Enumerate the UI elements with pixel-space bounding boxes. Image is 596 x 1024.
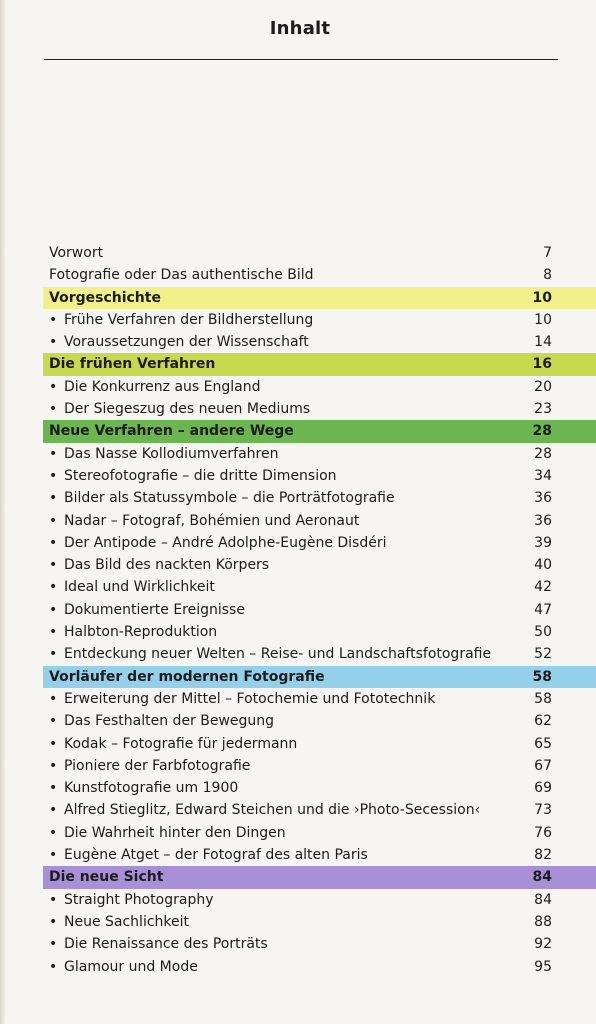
bullet-icon: • xyxy=(49,913,58,930)
toc-entry-title: Ideal und Wirklichkeit xyxy=(64,579,215,596)
toc-entry-title: Glamour und Mode xyxy=(64,958,198,975)
toc-entry-title: Die Konkurrenz aus England xyxy=(64,378,261,395)
toc-item xyxy=(43,777,596,799)
toc-entry-title: Fotografie oder Das authentische Bild xyxy=(49,267,314,284)
bullet-icon: • xyxy=(49,936,58,953)
toc-entry-title: Voraussetzungen der Wissenschaft xyxy=(64,334,309,351)
toc-item xyxy=(43,599,596,621)
toc-entry-title: Entdeckung neuer Welten – Reise- und Landschaftsfotografie xyxy=(64,646,492,663)
toc-page-number: 50 xyxy=(534,624,552,641)
toc-entry-title: Die Renaissance des Porträts xyxy=(64,936,268,953)
toc-page-number: 34 xyxy=(534,467,552,484)
toc-section-heading xyxy=(43,666,596,688)
toc-page-number: 10 xyxy=(534,311,552,328)
bullet-icon: • xyxy=(49,646,58,663)
toc-item xyxy=(43,309,596,331)
toc-entry-title: Straight Photography xyxy=(64,891,214,908)
bullet-icon: • xyxy=(49,824,58,841)
bullet-icon: • xyxy=(49,467,58,484)
toc-item xyxy=(43,822,596,844)
bullet-icon: • xyxy=(49,847,58,864)
toc-page-number: 67 xyxy=(534,757,552,774)
toc-entry-title: Halbton-Reproduktion xyxy=(64,624,218,641)
bullet-icon: • xyxy=(49,802,58,819)
toc-section-heading xyxy=(43,287,596,309)
toc-item xyxy=(43,911,596,933)
bullet-icon: • xyxy=(49,624,58,641)
toc-page-number: 92 xyxy=(534,936,552,953)
toc-section-heading xyxy=(43,353,596,375)
toc-page-number: 52 xyxy=(534,646,552,663)
toc-page-number: 40 xyxy=(534,557,552,574)
toc-page-number: 16 xyxy=(532,356,552,373)
toc-entry-title: Nadar – Fotograf, Bohémien und Aeronaut xyxy=(64,512,360,529)
toc-item xyxy=(43,487,596,509)
toc-entry-title: Das Nasse Kollodiumverfahren xyxy=(64,445,279,462)
toc-entry-title: Die frühen Verfahren xyxy=(49,356,216,373)
toc-entry-title: Der Siegeszug des neuen Mediums xyxy=(64,401,311,418)
toc-section-heading xyxy=(43,866,596,888)
toc-item xyxy=(43,443,596,465)
toc-page-number: 42 xyxy=(534,579,552,596)
title-rule xyxy=(44,59,558,60)
toc-page-number: 84 xyxy=(534,891,552,908)
toc-item xyxy=(43,844,596,866)
toc-entry-title: Neue Verfahren – andere Wege xyxy=(49,423,294,440)
bullet-icon: • xyxy=(49,311,58,328)
toc-entry-title: Neue Sachlichkeit xyxy=(64,913,190,930)
toc-item xyxy=(43,510,596,532)
toc-item xyxy=(43,956,596,978)
page-title: Inhalt xyxy=(269,18,331,39)
toc-page-number: 47 xyxy=(534,601,552,618)
toc-page-number: 23 xyxy=(534,401,552,418)
toc-page-number: 20 xyxy=(534,378,552,395)
toc-page-number: 14 xyxy=(534,334,552,351)
toc-item xyxy=(43,398,596,420)
bullet-icon: • xyxy=(49,579,58,596)
toc-page-number: 88 xyxy=(534,913,552,930)
toc-entry-title: Vorwort xyxy=(49,245,104,261)
bullet-icon: • xyxy=(49,891,58,908)
toc-entry-title: Vorgeschichte xyxy=(49,289,161,306)
toc-item xyxy=(43,733,596,755)
toc-page-number: 8 xyxy=(543,267,552,284)
bullet-icon: • xyxy=(49,780,58,797)
toc-entry-title: Die Wahrheit hinter den Dingen xyxy=(64,824,286,841)
toc-page-number: 84 xyxy=(532,869,552,886)
toc-page-number: 62 xyxy=(534,713,552,730)
toc-page-number: 39 xyxy=(534,534,552,551)
table-of-contents xyxy=(43,242,596,978)
toc-entry-title: Der Antipode – André Adolphe-Eugène Disdéri xyxy=(64,534,387,551)
toc-entry xyxy=(43,264,596,286)
page-edge xyxy=(0,0,6,1024)
toc-entry-title: Alfred Stieglitz, Edward Steichen und die ›Photo-Secession‹ xyxy=(64,802,481,819)
toc-page-number: 69 xyxy=(534,780,552,797)
toc-item xyxy=(43,799,596,821)
toc-item xyxy=(43,755,596,777)
bullet-icon: • xyxy=(49,713,58,730)
toc-page-number: 95 xyxy=(534,958,552,975)
toc-item xyxy=(43,710,596,732)
bullet-icon: • xyxy=(49,334,58,351)
toc-entry-title: Frühe Verfahren der Bildherstellung xyxy=(64,311,314,328)
toc-page-number: 58 xyxy=(534,690,552,707)
toc-page-number: 76 xyxy=(534,824,552,841)
toc-page-number: 10 xyxy=(532,289,552,306)
bullet-icon: • xyxy=(49,601,58,618)
bullet-icon: • xyxy=(49,378,58,395)
bullet-icon: • xyxy=(49,490,58,507)
toc-entry-title: Das Festhalten der Bewegung xyxy=(64,713,275,730)
toc-entry-title: Eugène Atget – der Fotograf des alten Paris xyxy=(64,847,368,864)
toc-entry-title: Bilder als Statussymbole – die Porträtfotografie xyxy=(64,490,395,507)
bullet-icon: • xyxy=(49,401,58,418)
toc-item xyxy=(43,465,596,487)
bullet-icon: • xyxy=(49,512,58,529)
toc-page-number: 36 xyxy=(534,512,552,529)
toc-entry-title: Erweiterung der Mittel – Fotochemie und Fototechnik xyxy=(64,690,436,707)
bullet-icon: • xyxy=(49,757,58,774)
bullet-icon: • xyxy=(49,534,58,551)
toc-page-number: 65 xyxy=(534,735,552,752)
toc-entry-title: Kodak – Fotografie für jedermann xyxy=(64,735,298,752)
toc-page-number: 36 xyxy=(534,490,552,507)
toc-item xyxy=(43,621,596,643)
toc-page-number: 28 xyxy=(532,423,552,440)
toc-entry-title: Kunstfotografie um 1900 xyxy=(64,780,239,797)
toc-item xyxy=(43,376,596,398)
toc-page-number: 28 xyxy=(534,445,552,462)
toc-page-number: 73 xyxy=(534,802,552,819)
toc-entry-title: Pioniere der Farbfotografie xyxy=(64,757,251,774)
toc-item xyxy=(43,643,596,665)
bullet-icon: • xyxy=(49,445,58,462)
toc-item xyxy=(43,576,596,598)
toc-entry-title: Vorläufer der modernen Fotografie xyxy=(49,668,325,685)
toc-item xyxy=(43,889,596,911)
toc-section-heading xyxy=(43,420,596,442)
toc-item xyxy=(43,933,596,955)
toc-entry-title: Das Bild des nackten Körpers xyxy=(64,557,270,574)
toc-entry-title: Dokumentierte Ereignisse xyxy=(64,601,245,618)
bullet-icon: • xyxy=(49,958,58,975)
toc-item xyxy=(43,688,596,710)
toc-entry xyxy=(43,242,596,264)
bullet-icon: • xyxy=(49,735,58,752)
toc-entry-title: Stereofotografie – die dritte Dimension xyxy=(64,467,337,484)
toc-item xyxy=(43,554,596,576)
toc-item xyxy=(43,331,596,353)
toc-page-number: 58 xyxy=(532,668,552,685)
toc-page-number: 82 xyxy=(534,847,552,864)
bullet-icon: • xyxy=(49,557,58,574)
toc-page-number: 7 xyxy=(543,245,552,261)
toc-entry-title: Die neue Sicht xyxy=(49,869,164,886)
toc-item xyxy=(43,532,596,554)
bullet-icon: • xyxy=(49,690,58,707)
